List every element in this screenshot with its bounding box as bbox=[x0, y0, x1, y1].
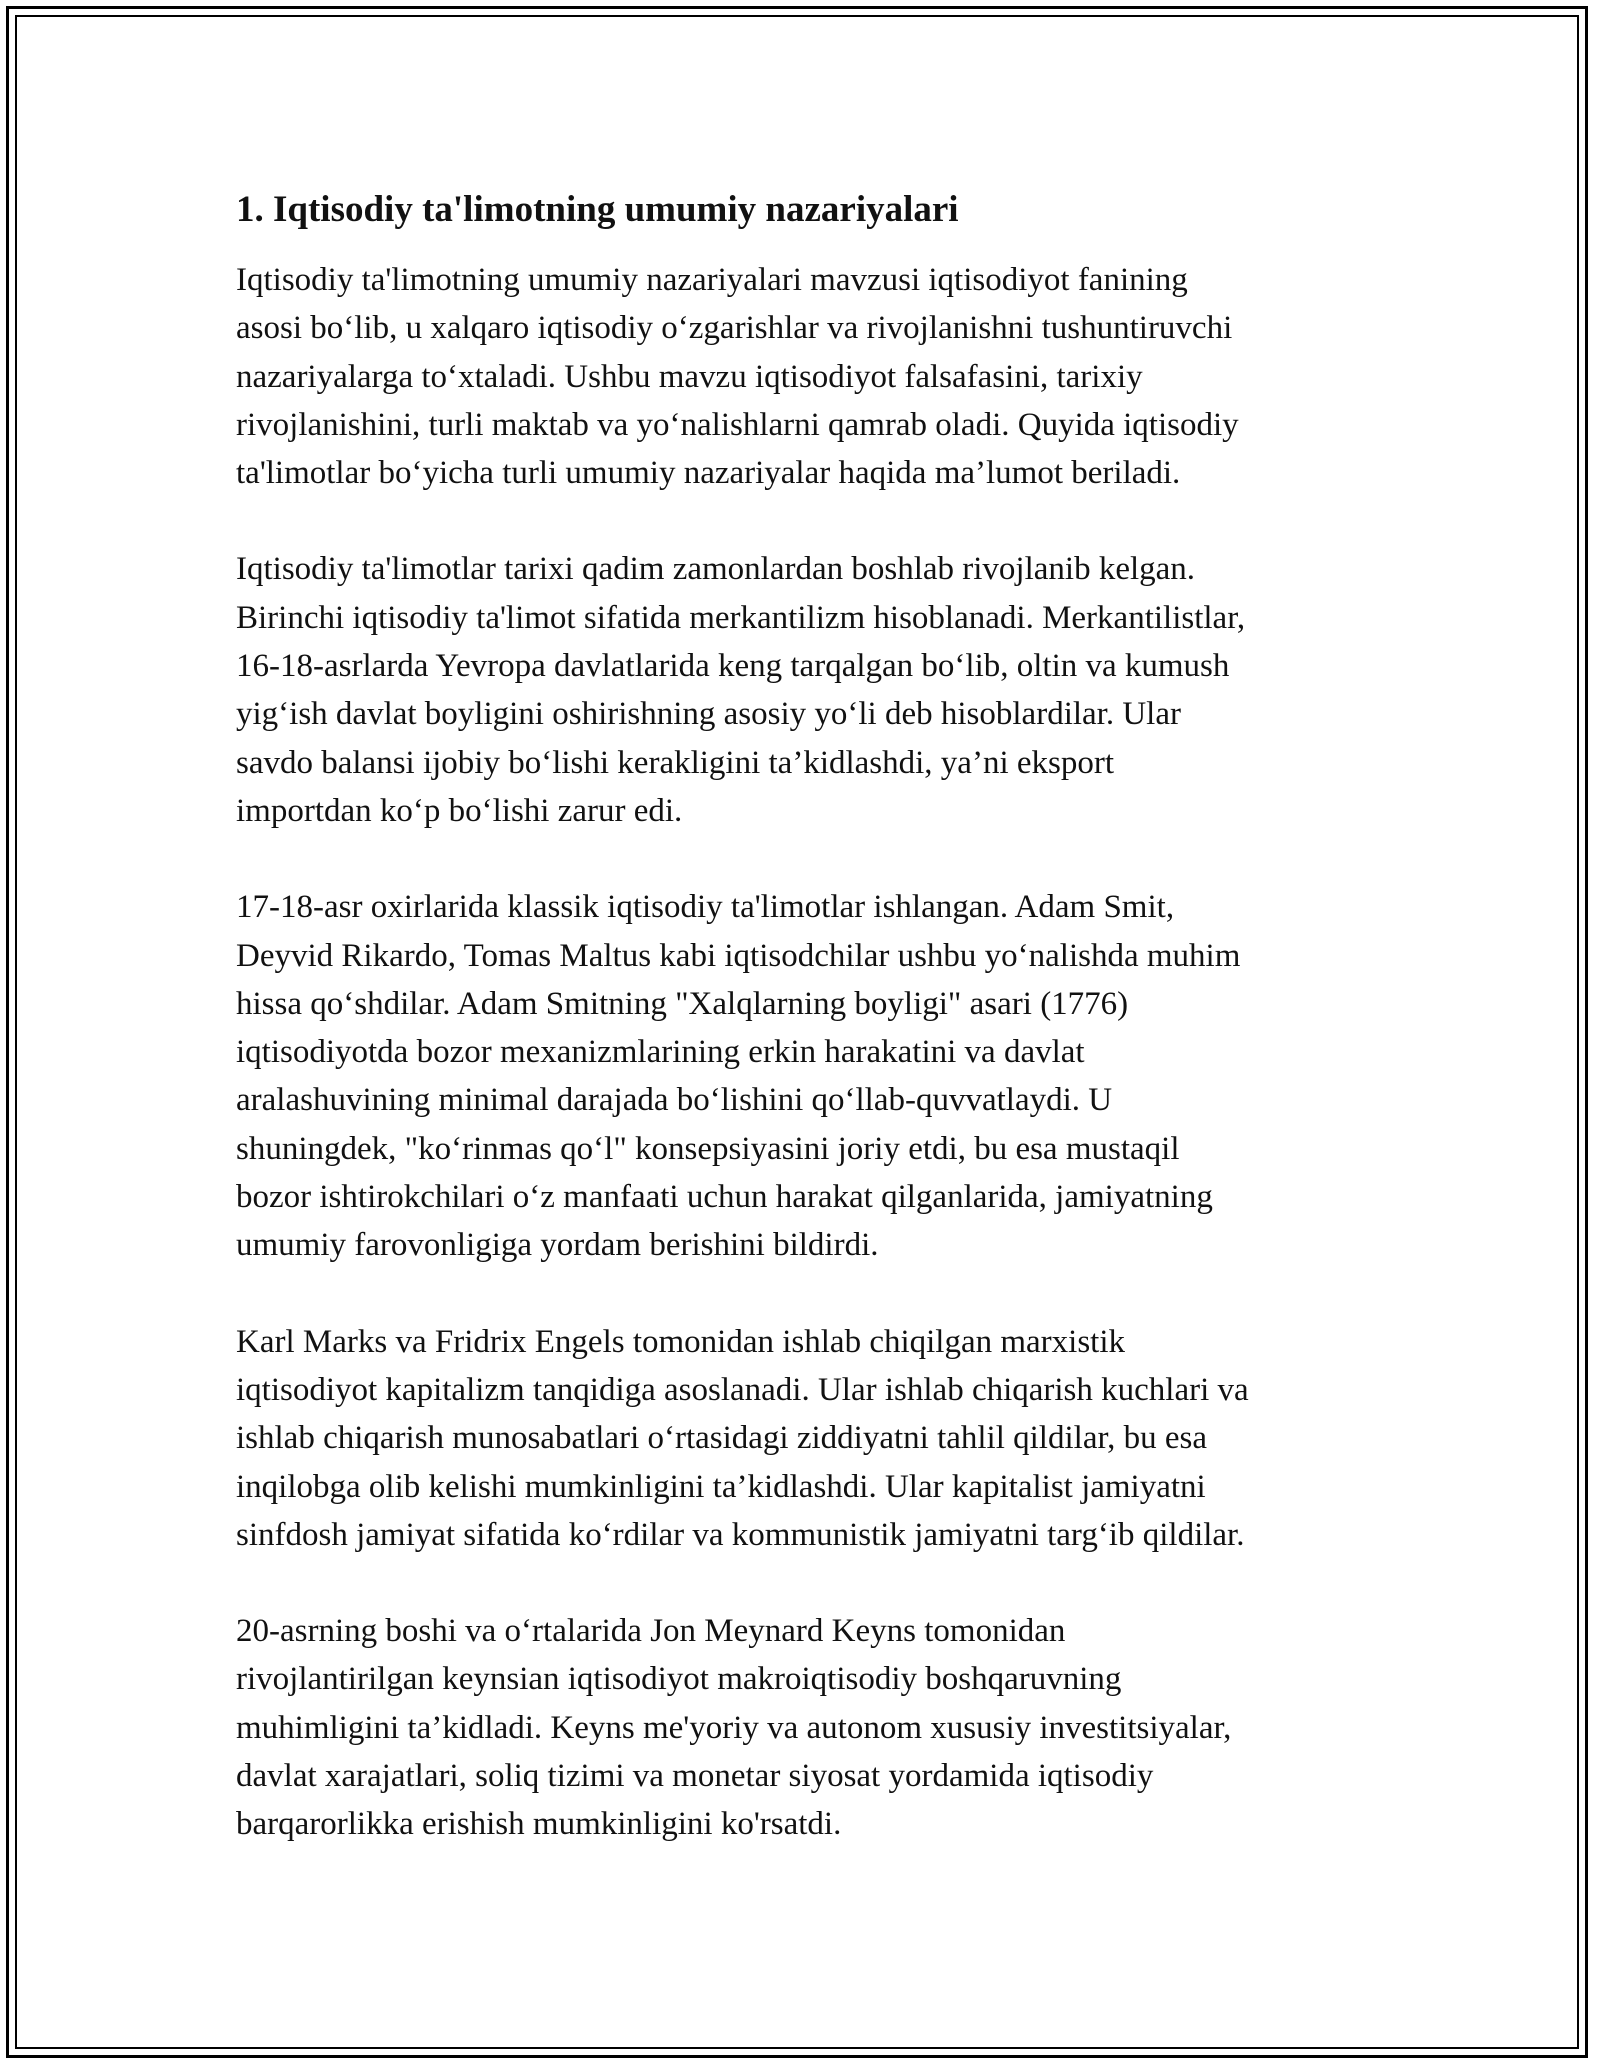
paragraph-line: Karl Marks va Fridrix Engels tomonidan ishlab chiqilgan marxistik bbox=[236, 1323, 1126, 1360]
paragraph-mercantilism bbox=[236, 545, 1366, 835]
paragraph-marxism bbox=[236, 1318, 1366, 1559]
paragraph-line: shuningdek, "ko‘rinmas qo‘l" konsepsiyasini joriy etdi, bu esa mustaqil bbox=[236, 1130, 1180, 1167]
paragraph-line: nazariyalarga to‘xtaladi. Ushbu mavzu iqtisodiyot falsafasini, tarixiy bbox=[236, 358, 1143, 395]
paragraph-line: iqtisodiyot kapitalizm tanqidiga asoslanadi. Ular ishlab chiqarish kuchlari va bbox=[236, 1371, 1249, 1408]
paragraph-line: Birinchi iqtisodiy ta'limot sifatida merkantilizm hisoblanadi. Merkantilistlar, bbox=[236, 599, 1246, 636]
document-body bbox=[236, 186, 1366, 1849]
paragraph-line: umumiy farovonligiga yordam berishini bildirdi. bbox=[236, 1227, 879, 1264]
paragraph-line: hissa qo‘shdilar. Adam Smitning "Xalqlarning boyligi" asari (1776) bbox=[236, 985, 1129, 1022]
paragraph-line: asosi bo‘lib, u xalqaro iqtisodiy o‘zgarishlar va rivojlanishni tushuntiruvchi bbox=[236, 310, 1233, 347]
paragraph-line: ta'limotlar bo‘yicha turli umumiy nazariyalar haqida ma’lumot beriladi. bbox=[236, 455, 1181, 492]
paragraph-line: Iqtisodiy ta'limotning umumiy nazariyalari mavzusi iqtisodiyot fanining bbox=[236, 262, 1188, 298]
paragraph-line: 16-18-asrlarda Yevropa davlatlarida keng tarqalgan bo‘lib, oltin va kumush bbox=[236, 648, 1230, 685]
paragraph-keynesian bbox=[236, 1607, 1366, 1848]
paragraph-line: davlat xarajatlari, soliq tizimi va monetar siyosat yordamida iqtisodiy bbox=[236, 1758, 1154, 1795]
paragraph-line: 20-asrning boshi va o‘rtalarida Jon Meynard Keyns tomonidan bbox=[236, 1613, 1066, 1650]
paragraph-line: bozor ishtirokchilari o‘z manfaati uchun harakat qilganlarida, jamiyatning bbox=[236, 1179, 1213, 1216]
paragraph-line: iqtisodiyotda bozor mexanizmlarining erkin harakatini va davlat bbox=[236, 1034, 1085, 1071]
paragraph-line: importdan ko‘p bo‘lishi zarur edi. bbox=[236, 792, 683, 829]
paragraph-line: inqilobga olib kelishi mumkinligini ta’kidlashdi. Ular kapitalist jamiyatni bbox=[236, 1468, 1206, 1505]
paragraph-line: Deyvid Rikardo, Tomas Maltus kabi iqtisodchilar ushbu yo‘nalishda muhim bbox=[236, 937, 1241, 974]
paragraph-line: yig‘ish davlat boyligini oshirishning asosiy yo‘li deb hisoblardilar. Ular bbox=[236, 696, 1181, 733]
paragraph-line: aralashuvining minimal darajada bo‘lishini qo‘llab-quvvatlaydi. U bbox=[236, 1082, 1113, 1119]
paragraph-line: Iqtisodiy ta'limotlar tarixi qadim zamonlardan boshlab rivojlanib kelgan. bbox=[236, 551, 1196, 588]
paragraph-line: barqarorlikka erishish mumkinligini ko'rsatdi. bbox=[236, 1806, 842, 1843]
paragraph-line: sinfdosh jamiyat sifatida ko‘rdilar va kommunistik jamiyatni targ‘ib qildilar. bbox=[236, 1516, 1245, 1553]
paragraph-line: muhimligini ta’kidladi. Keyns me'yoriy va autonom xususiy investitsiyalar, bbox=[236, 1709, 1232, 1746]
paragraph-intro bbox=[236, 256, 1366, 497]
paragraph-line: 17-18-asr oxirlarida klassik iqtisodiy ta'limotlar ishlangan. Adam Smit, bbox=[236, 889, 1175, 926]
paragraph-line: ishlab chiqarish munosabatlari o‘rtasidagi ziddiyatni tahlil qildilar, bu esa bbox=[236, 1420, 1208, 1457]
paragraph-line: rivojlanishini, turli maktab va yo‘nalishlarni qamrab oladi. Quyida iqtisodiy bbox=[236, 406, 1239, 443]
section-heading: 1. Iqtisodiy ta'limotning umumiy nazariyalari bbox=[236, 189, 959, 230]
paragraph-line: savdo balansi ijobiy bo‘lishi kerakligini ta’kidlashdi, ya’ni eksport bbox=[236, 744, 1115, 781]
paragraph-line: rivojlantirilgan keynsian iqtisodiyot makroiqtisodiy boshqaruvning bbox=[236, 1661, 1122, 1698]
paragraph-classical bbox=[236, 883, 1366, 1269]
